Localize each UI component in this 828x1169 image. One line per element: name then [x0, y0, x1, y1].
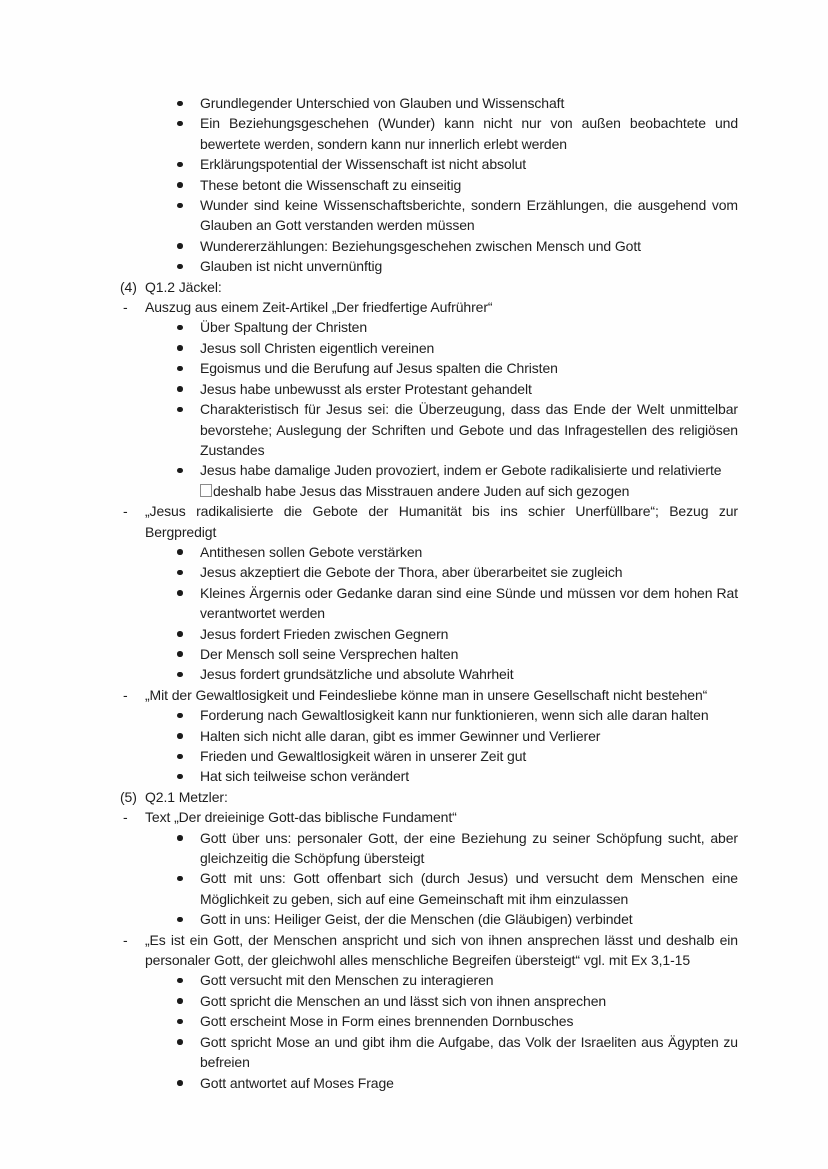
- list-item: [120, 481, 738, 501]
- list-item: [120, 358, 738, 378]
- list-item: [120, 501, 738, 542]
- item-text: Gott spricht Mose an und gibt ihm die Aufgabe, das Volk der Israeliten aus Ägypten zu befreien: [200, 1033, 738, 1071]
- bullet-icon: [177, 101, 183, 107]
- bullet-icon: [177, 651, 183, 657]
- bullet-icon: [177, 264, 183, 270]
- list-item: [120, 399, 738, 460]
- list-item: [120, 277, 738, 297]
- list-item: [120, 460, 738, 480]
- item-text: Gott mit uns: Gott offenbart sich (durch Jesus) und versucht dem Menschen eine Möglichkeit zu geben, sich auf eine Gemeinschaft mit ihm einzulassen: [200, 870, 738, 907]
- item-text: Gott in uns: Heiliger Geist, der die Menschen (die Gläubigen) verbindet: [200, 911, 633, 928]
- item-text: Jesus fordert Frieden zwischen Gegnern: [200, 625, 449, 642]
- list-item: [120, 338, 738, 358]
- bullet-icon: [177, 121, 183, 127]
- item-text: Jesus habe damalige Juden provoziert, indem er Gebote radikalisierte und relativierte: [200, 462, 722, 479]
- bullet-icon: [177, 468, 183, 474]
- bullet-icon: [177, 876, 183, 882]
- item-text: Der Mensch soll seine Versprechen halten: [200, 645, 459, 662]
- bullet-icon: [177, 325, 183, 331]
- list-item: [120, 909, 738, 929]
- bullet-icon: [177, 774, 183, 780]
- list-item: [120, 195, 738, 236]
- bullet-icon: [177, 713, 183, 719]
- item-text: Ein Beziehungsgeschehen (Wunder) kann nicht nur von außen beobachtete und bewertete werden, sondern kann nur innerlich erlebt werden: [200, 115, 738, 152]
- bullet-icon: [177, 570, 183, 576]
- dash-marker: -: [123, 809, 128, 826]
- list-item: [120, 970, 738, 990]
- bullet-icon: [177, 182, 183, 188]
- list-item: [120, 1073, 738, 1093]
- bullet-icon: [177, 672, 183, 678]
- item-text: Gott über uns: personaler Gott, der eine Beziehung zu seiner Schöpfung sucht, aber gleichzeitig die Schöpfung übersteigt: [200, 829, 738, 867]
- dash-marker: -: [123, 686, 128, 703]
- item-text: Erklärungspotential der Wissenschaft ist nicht absolut: [200, 156, 527, 173]
- item-text: Über Spaltung der Christen: [200, 319, 368, 336]
- item-text: Frieden und Gewaltlosigkeit wären in unserer Zeit gut: [200, 748, 527, 764]
- item-text: Jesus soll Christen eigentlich vereinen: [200, 339, 435, 356]
- bullet-icon: [177, 407, 183, 413]
- notes-list: [120, 93, 738, 1093]
- list-item: [120, 236, 738, 256]
- item-text: Charakteristisch für Jesus sei: die Überzeugung, dass das Ende der Welt unmittelbar bevorstehe; Auslegung der Schriften und Gebote und das Infragestellen des religiösen Zustandes: [200, 401, 738, 458]
- bullet-icon: [177, 590, 183, 596]
- item-text: Gott erscheint Mose in Form eines brennenden Dornbusches: [200, 1013, 574, 1030]
- dash-marker: -: [123, 503, 128, 520]
- list-item: [120, 705, 738, 725]
- item-text: Egoismus und die Berufung auf Jesus spalten die Christen: [200, 360, 558, 377]
- list-item: [120, 1011, 738, 1031]
- item-text: Jesus habe unbewusst als erster Protestant gehandelt: [200, 380, 532, 397]
- list-item: [120, 256, 738, 276]
- list-item: [120, 664, 738, 684]
- list-item: [120, 175, 738, 195]
- item-text: Halten sich nicht alle daran, gibt es immer Gewinner und Verlierer: [200, 727, 601, 744]
- dash-marker: -: [123, 931, 128, 948]
- list-item: [120, 1032, 738, 1073]
- list-item: [120, 379, 738, 399]
- bullet-icon: [177, 1019, 183, 1025]
- bullet-icon: [177, 243, 183, 249]
- list-item: [120, 644, 738, 664]
- item-text: deshalb habe Jesus das Misstrauen andere Juden auf sich gezogen: [200, 481, 738, 501]
- bullet-icon: [177, 733, 183, 739]
- item-text: Hat sich teilweise schon verändert: [200, 768, 410, 785]
- item-text: Kleines Ärgernis oder Gedanke daran sind eine Sünde und müssen vor dem hohen Rat verantwortet werden: [200, 584, 738, 622]
- item-text: Wunder sind keine Wissenschaftsberichte, sondern Erzählungen, die ausgehend vom Glauben an Gott verstanden werden müssen: [200, 197, 738, 234]
- bullet-icon: [177, 366, 183, 372]
- bullet-icon: [177, 978, 183, 984]
- item-text: Auszug aus einem Zeit-Artikel „Der friedfertige Aufrührer“: [145, 299, 493, 316]
- list-item: [120, 930, 738, 971]
- list-item: [120, 113, 738, 154]
- list-item: [120, 807, 738, 827]
- item-number: (5): [120, 788, 137, 805]
- bullet-icon: [177, 386, 183, 392]
- item-text: Jesus akzeptiert die Gebote der Thora, aber überarbeitet sie zugleich: [200, 564, 623, 581]
- list-item: [120, 154, 738, 174]
- bullet-icon: [177, 1080, 183, 1086]
- item-text: Antithesen sollen Gebote verstärken: [200, 543, 423, 560]
- item-text: Grundlegender Unterschied von Glauben und Wissenschaft: [200, 95, 565, 111]
- bullet-icon: [177, 1039, 183, 1045]
- item-text: Text „Der dreieinige Gott-das biblische Fundament“: [145, 809, 457, 826]
- bullet-icon: [177, 345, 183, 351]
- list-item: [120, 787, 738, 807]
- item-text: Wundererzählungen: Beziehungsgeschehen zwischen Mensch und Gott: [200, 237, 641, 254]
- missing-glyph-box: [200, 484, 212, 497]
- list-item: [120, 624, 738, 644]
- bullet-icon: [177, 998, 183, 1004]
- list-item: [120, 746, 738, 766]
- list-item: [120, 297, 738, 317]
- item-text: These betont die Wissenschaft zu einseitig: [200, 176, 462, 193]
- item-text: Forderung nach Gewaltlosigkeit kann nur funktionieren, wenn sich alle daran halten: [200, 707, 709, 724]
- item-text: Q1.2 Jäckel:: [145, 278, 222, 295]
- item-text: Gott spricht die Menschen an und lässt sich von ihnen ansprechen: [200, 992, 607, 1009]
- item-text: Gott versucht mit den Menschen zu interagieren: [200, 972, 494, 989]
- item-text: „Jesus radikalisierte die Gebote der Humanität bis ins schier Unerfüllbare“; Bezug zur Bergpredigt: [145, 503, 738, 540]
- list-item: [120, 991, 738, 1011]
- list-item: [120, 93, 738, 113]
- item-text: Q2.1 Metzler:: [145, 788, 228, 805]
- list-item: [120, 583, 738, 624]
- list-item: [120, 726, 738, 746]
- item-text: Glauben ist nicht unvernünftig: [200, 258, 383, 275]
- bullet-icon: [177, 754, 183, 760]
- list-item: [120, 828, 738, 869]
- list-item: [120, 562, 738, 582]
- item-text: „Mit der Gewaltlosigkeit und Feindesliebe könne man in unsere Gesellschaft nicht bestehen“: [145, 686, 708, 703]
- dash-marker: -: [123, 299, 128, 316]
- bullet-icon: [177, 162, 183, 168]
- bullet-icon: [177, 835, 183, 841]
- bullet-icon: [177, 203, 183, 209]
- item-text: Gott antwortet auf Moses Frage: [200, 1074, 394, 1091]
- bullet-icon: [177, 631, 183, 637]
- list-item: [120, 542, 738, 562]
- list-item: [120, 317, 738, 337]
- item-number: (4): [120, 278, 137, 295]
- list-item: [120, 685, 738, 705]
- list-item: [120, 868, 738, 909]
- bullet-icon: [177, 549, 183, 555]
- item-text: Jesus fordert grundsätzliche und absolute Wahrheit: [200, 666, 514, 683]
- list-item: [120, 766, 738, 786]
- bullet-icon: [177, 917, 183, 923]
- item-text: „Es ist ein Gott, der Menschen anspricht und sich von ihnen ansprechen lässt und deshalb ein personaler Gott, der gleichwohl alles menschliche Begreifen übersteigt“ vgl. mit Ex 3,1-15: [145, 931, 738, 969]
